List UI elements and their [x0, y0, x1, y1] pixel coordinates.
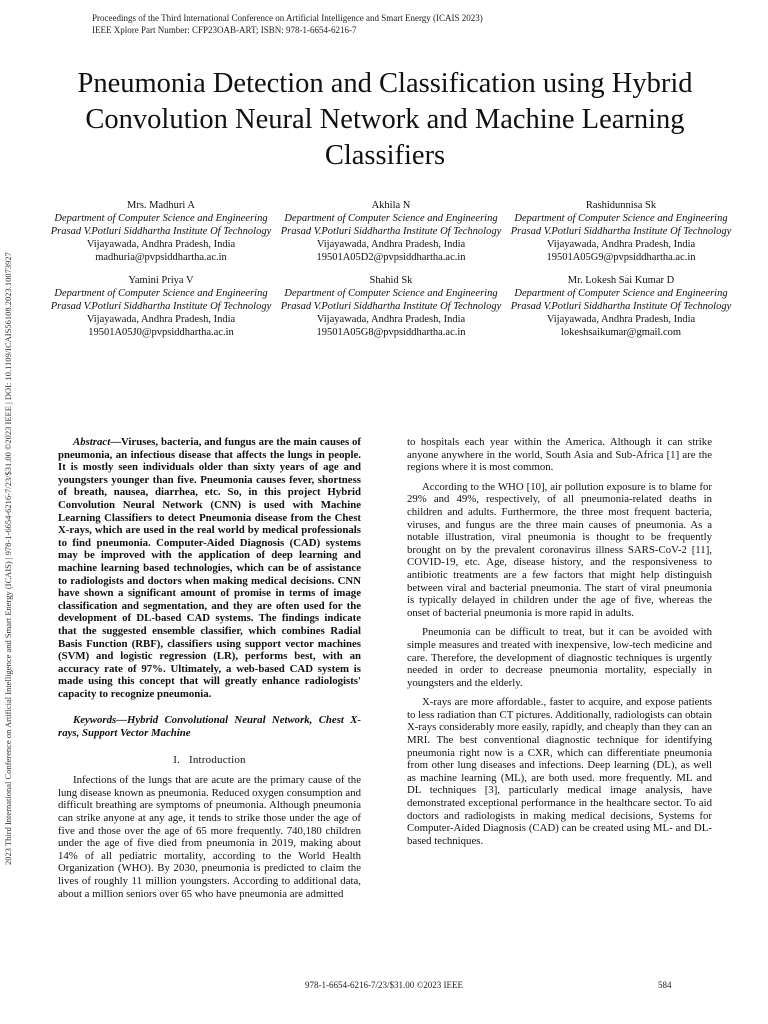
author-name: Yamini Priya V: [128, 275, 194, 286]
author-email: 19501A05G8@pvpsiddhartha.ac.in: [316, 327, 466, 338]
section-title: Introduction: [188, 753, 246, 766]
header-line-2: IEEE Xplore Part Number: CFP23OAB-ART; ISBN: 978-1-6654-6216-7: [92, 25, 357, 35]
author-institute: Prasad V.Potluri Siddhartha Institute Of Technology: [280, 226, 502, 237]
author-name: Akhila N: [371, 200, 411, 211]
keywords: Keywords—Hybrid Convolutional Neural Network, Chest X-rays, Support Vector Machine: [58, 714, 361, 740]
conference-header: [92, 12, 483, 36]
author-city: Vijayawada, Andhra Pradesh, India: [86, 314, 236, 325]
author-city: Vijayawada, Andhra Pradesh, India: [546, 314, 696, 325]
abstract-text: —Viruses, bacteria, and fungus are the main causes of pneumonia, an infectious disease that affects the lungs in people. It is mostly seen individuals older than sixty years of age and youngsters younger than five. Pneumonia causes fever, shortness of breath, nausea, diarrhea, etc. So, in this project Hybrid Convolution Neural Network (CNN) is used with Machine Learning Classifiers to detect Pneumonia disease from the Chest X-rays, which are used in the real world by medical professionals to find pneumonia. Computer-Aided Diagnosis (CAD) systems may be improved with the application of deep learning and machine learning based technologies, which can be of assistance to radiologists and doctors when making medical decisions. CNN have shown a significant amount of promise in terms of image classification and segmentation, and they are often used for the development of DL-based CAD systems. The findings indicate that the suggested ensemble classifier, which combines Radial Basis Function (RBF), classifiers using support vector machines (SVM) and logistic regression (LR), performs best, with an accuracy rate of 97%. Ultimately, a web-based CAD system is made using this concept that will greatly enhance radiologists' capacity to recognize pneumonia.: [58, 436, 361, 700]
author-name: Mr. Lokesh Sai Kumar D: [567, 275, 675, 286]
author-block: [46, 199, 736, 339]
author-dept: Department of Computer Science and Engineering: [284, 288, 498, 299]
intro-paragraph-3: Pneumonia can be difficult to treat, but it can be avoided with simple measures and treated with inexpensive, low-tech medicine and care. Therefore, the development of diagnostic techniques is urgently needed in order to decrease pneumonia mortality, especially in youngsters and the elderly.: [407, 626, 712, 689]
header-line-1: Proceedings of the Third International Conference on Artificial Intelligence and Smart Energy (ICAIS 2023): [92, 13, 483, 23]
intro-paragraph-1: Infections of the lungs that are acute are the primary cause of the lung disease known as pneumonia. Reduced oxygen consumption and difficult breathing are symptoms of pneumonia. Although pneumonia can strike anyone at any age, it tends to strike those under the age of five and those over the age of 65 more frequently. 740,180 children under the age of five died from pneumonia in 2019, making about 14% of all pediatric mortality, according to the World Health Organization (WHO). By 2030, pneumonia is predicted to claim the lives of roughly 11 million youngsters. According to additional data, about a million seniors over 65 who have pneumonia are admitted: [58, 774, 361, 900]
author-name: Shahid Sk: [369, 275, 413, 286]
author-city: Vijayawada, Andhra Pradesh, India: [316, 239, 466, 250]
sidebar-text: 2023 Third International Conference on Artificial Intelligence and Smart Energy (ICAIS) | 978-1-6654-6216-7/23/$31.00 ©2023 IEEE | DOI: 10.1109/ICAIS56108.2023.10073927: [3, 252, 13, 865]
intro-paragraph-4: X-rays are more affordable., faster to acquire, and expose patients to less radiation than CT pictures. Additionally, radiologists can obtain X-rays considerably more easily, rapidly, and cheaply than they can an MRI. The best conventional diagnostic technique for identifying pneumonia right now is a CXR, which can differentiate pneumonia from other lung diseases and infections. Deep learning (DL), as well as machine learning (ML), are both used. more frequently. ML and DL techniques [3], particularly medical image analysis, have demonstrated exceptional performance in the healthcare sector. To aid doctors and radiologists in making medical decisions, Systems for Computer-Aided Diagnosis (CAD) can be created using ML- and DL-based techniques.: [407, 696, 712, 847]
intro-continuation: to hospitals each year within the America. Although it can strike anyone anywhere in the world, South Asia and Sub-Africa [1] are the regions where it is most common.: [407, 436, 712, 474]
author-6: [506, 274, 736, 339]
left-column: [58, 436, 361, 900]
author-name: Rashidunnisa Sk: [585, 200, 657, 211]
author-dept: Department of Computer Science and Engineering: [54, 213, 268, 224]
author-city: Vijayawada, Andhra Pradesh, India: [316, 314, 466, 325]
section-heading: [58, 754, 361, 767]
author-city: Vijayawada, Andhra Pradesh, India: [546, 239, 696, 250]
author-institute: Prasad V.Potluri Siddhartha Institute Of Technology: [510, 301, 732, 312]
author-name: Mrs. Madhuri A: [127, 200, 195, 211]
author-2: [276, 199, 506, 264]
author-dept: Department of Computer Science and Engineering: [54, 288, 268, 299]
doi-sidebar: [2, 155, 16, 865]
author-institute: Prasad V.Potluri Siddhartha Institute Of Technology: [510, 226, 732, 237]
author-institute: Prasad V.Potluri Siddhartha Institute Of Technology: [280, 301, 502, 312]
author-1: [46, 199, 276, 264]
footer-copyright: 978-1-6654-6216-7/23/$31.00 ©2023 IEEE: [304, 980, 464, 990]
author-5: [276, 274, 506, 339]
author-city: Vijayawada, Andhra Pradesh, India: [86, 239, 236, 250]
right-column: [407, 436, 712, 847]
author-4: [46, 274, 276, 339]
paper-title: Pneumonia Detection and Classification using Hybrid Convolution Neural Network and Machine Learning Classifiers: [77, 68, 693, 171]
intro-paragraph-2: According to the WHO [10], air pollution exposure is to blame for 29% and 49%, respectively, of all pneumonia-related deaths in children and adults. Furthermore, the three most frequent bacteria, viruses, and fungus are the three main causes of pneumonia. As a notable illustration, viral pneumonia is thought to be frequently brought on by the prevalent coronavirus illness SARS-CoV-2 [11], COVID-19, etc. Age, disease history, and the responsiveness to antibiotic treatments are a few factors that might help distinguish between viral and bacterial pneumonia. The start of viral pneumonia is typically delayed in children under the age of five, whereas the onset of bacterial pneumonia is more rapid in adults.: [407, 480, 712, 619]
author-email: 19501A05D2@pvpsiddhartha.ac.in: [316, 252, 466, 263]
section-number: I.: [173, 753, 181, 766]
author-dept: Department of Computer Science and Engineering: [514, 288, 728, 299]
abstract: [58, 436, 361, 700]
abstract-label: Abstract: [73, 436, 111, 448]
author-dept: Department of Computer Science and Engineering: [284, 213, 498, 224]
author-email: 19501A05G9@pvpsiddhartha.ac.in: [546, 252, 696, 263]
author-institute: Prasad V.Potluri Siddhartha Institute Of Technology: [50, 226, 272, 237]
author-institute: Prasad V.Potluri Siddhartha Institute Of Technology: [50, 301, 272, 312]
author-email: 19501A05J0@pvpsiddhartha.ac.in: [88, 327, 234, 338]
author-3: [506, 199, 736, 264]
author-email: lokeshsaikumar@gmail.com: [560, 327, 682, 338]
author-email: madhuria@pvpsiddhartha.ac.in: [95, 252, 227, 263]
author-dept: Department of Computer Science and Engineering: [514, 213, 728, 224]
page-number: 584: [658, 980, 672, 990]
